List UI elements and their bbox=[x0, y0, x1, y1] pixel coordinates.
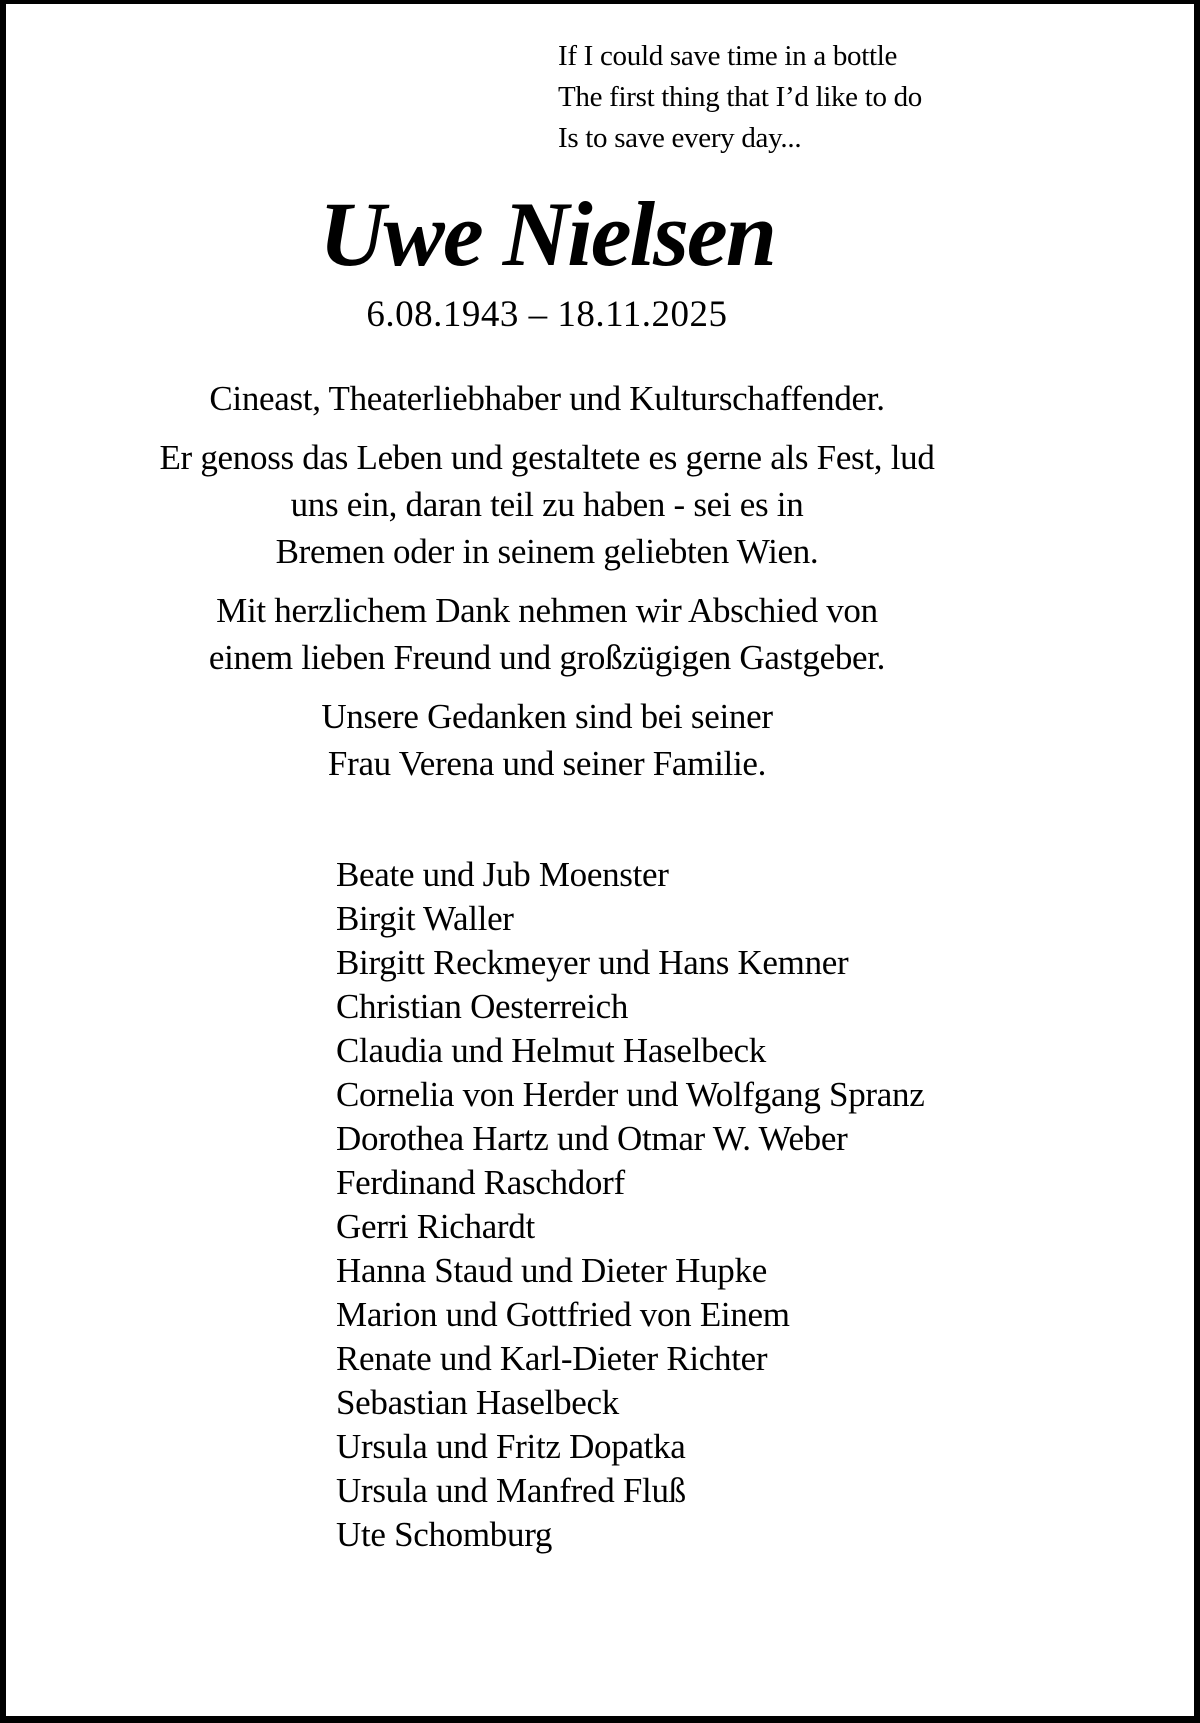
body-paragraph bbox=[6, 693, 1088, 787]
mourner-name: Ute Schomburg bbox=[336, 1515, 553, 1554]
mourner-name: Christian Oesterreich bbox=[336, 987, 629, 1026]
paragraph-line: Unsere Gedanken sind bei seiner bbox=[321, 697, 773, 736]
paragraph-line: Er genoss das Leben und gestaltete es gerne als Fest, lud bbox=[159, 438, 935, 477]
mourner-name: Ursula und Manfred Fluß bbox=[336, 1471, 686, 1510]
mourner-name: Cornelia von Herder und Wolfgang Spranz bbox=[336, 1075, 925, 1114]
body-paragraph bbox=[6, 587, 1088, 681]
mourner-name: Ferdinand Raschdorf bbox=[336, 1163, 625, 1202]
paragraph-line: Mit herzlichem Dank nehmen wir Abschied von bbox=[216, 591, 878, 630]
mourner-name: Sebastian Haselbeck bbox=[336, 1383, 619, 1422]
opening-quote bbox=[558, 36, 1088, 159]
paragraph-line: Cineast, Theaterliebhaber und Kulturschaffender. bbox=[209, 379, 885, 418]
mourner-name: Birgit Waller bbox=[336, 899, 514, 938]
body-paragraph bbox=[6, 375, 1088, 422]
mourner-name: Gerri Richardt bbox=[336, 1207, 535, 1246]
mourner-name: Renate und Karl-Dieter Richter bbox=[336, 1339, 768, 1378]
life-dates: 6.08.1943 – 18.11.2025 bbox=[366, 294, 728, 335]
mourner-name: Dorothea Hartz und Otmar W. Weber bbox=[336, 1119, 848, 1158]
obituary-body bbox=[6, 375, 1088, 787]
paragraph-line: uns ein, daran teil zu haben - sei es in bbox=[290, 485, 804, 524]
mourner-name: Claudia und Helmut Haselbeck bbox=[336, 1031, 766, 1070]
mourner-name: Hanna Staud und Dieter Hupke bbox=[336, 1251, 767, 1290]
quote-line: If I could save time in a bottle bbox=[558, 40, 898, 72]
quote-line: Is to save every day... bbox=[558, 122, 802, 154]
paragraph-line: einem lieben Freund und großzügigen Gastgeber. bbox=[208, 638, 886, 677]
body-paragraph bbox=[6, 434, 1088, 575]
paragraph-line: Bremen oder in seinem geliebten Wien. bbox=[275, 532, 819, 571]
mourner-name: Ursula und Fritz Dopatka bbox=[336, 1427, 686, 1466]
mourner-name: Birgitt Reckmeyer und Hans Kemner bbox=[336, 943, 849, 982]
paragraph-line: Frau Verena und seiner Familie. bbox=[327, 744, 767, 783]
notice-content bbox=[6, 36, 1088, 1557]
mourner-name: Marion und Gottfried von Einem bbox=[336, 1295, 790, 1334]
mourner-name: Beate und Jub Moenster bbox=[336, 855, 669, 894]
quote-line: The first thing that I’d like to do bbox=[558, 81, 923, 113]
deceased-name: Uwe Nielsen bbox=[319, 183, 775, 285]
mourners-list bbox=[6, 853, 1088, 1557]
